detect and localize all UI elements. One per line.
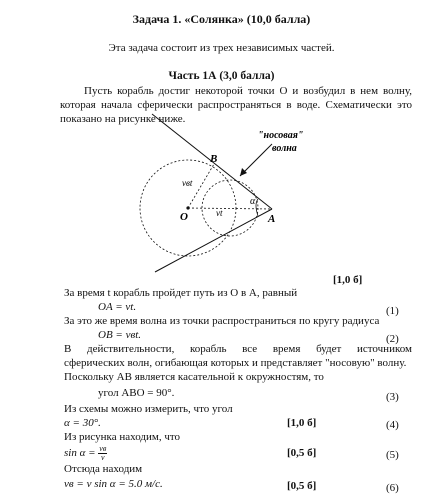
part-paragraph-text: Пусть корабль достиг некоторой точки O и возбудил в нем волну, которая начала сферически распространяться в воде. Схематически это показано на рисунке ниже. (60, 85, 412, 125)
eq-number-5: (5) (386, 449, 399, 461)
label-vbt: vвt (182, 178, 193, 188)
eq-number-4: (4) (386, 419, 399, 431)
line-3: В действительности, корабль все время будет источником (64, 343, 412, 355)
label-alpha: α (250, 196, 256, 207)
problem-intro: Эта задача состоит из трех независимых частей. (108, 42, 335, 54)
label-vt: vt (216, 208, 223, 218)
mark-4: [1,0 б] (287, 417, 317, 429)
equation-5 (64, 445, 107, 462)
label-B: B (210, 153, 218, 165)
center-line (188, 208, 272, 209)
line-6: Из схемы можно измерить, что угол (64, 403, 233, 415)
equation-4: α = 30°. (64, 417, 101, 429)
line-5: Поскольку AB является касательной к окружностям, то (64, 371, 324, 383)
label-wave2: волна (272, 143, 297, 154)
mark-6: [0,5 б] (287, 480, 317, 492)
line-2: За это же время волна из точки распространиться по кругу радиуса (64, 315, 380, 327)
wave-diagram (130, 112, 325, 280)
label-wave: "носовая" (258, 130, 304, 141)
line-4: сферических волн, огибающая которых и представляет "носовую" волну. (64, 357, 407, 369)
problem-title: Задача 1. «Солянка» (10,0 балла) (132, 12, 311, 26)
mark-5: [0,5 б] (287, 447, 317, 459)
label-A: A (268, 213, 276, 225)
fraction (98, 445, 107, 462)
fraction-denominator: v (101, 453, 105, 462)
part-title: Часть 1А (3,0 балла) (168, 70, 275, 82)
line-8: Отсюда находим (64, 463, 143, 475)
equation-5-lhs: sin α = (64, 447, 99, 460)
line-1: За время t корабль пройдет путь из O в A, равный (64, 287, 298, 299)
line-7: Из рисунка находим, что (64, 431, 181, 443)
eq-number-6: (6) (386, 482, 399, 494)
point-O (186, 206, 189, 209)
lower-tangent-line (155, 209, 272, 272)
small-wave-circle (202, 180, 258, 236)
equation-1: OA = vt. (98, 301, 137, 313)
mark-top: [1,0 б] (333, 274, 363, 286)
fraction-numerator: vв (99, 444, 107, 453)
eq-number-2: (2) (386, 333, 399, 345)
equation-2: OB = vвt. (98, 329, 142, 341)
equation-3: угол ABO = 90°. (98, 387, 175, 399)
eq-number-3: (3) (386, 391, 399, 403)
label-O: O (180, 211, 188, 223)
eq-number-1: (1) (386, 305, 399, 317)
equation-6: vв = v sin α = 5.0 м/с. (64, 478, 163, 490)
arrow-head (240, 168, 247, 176)
